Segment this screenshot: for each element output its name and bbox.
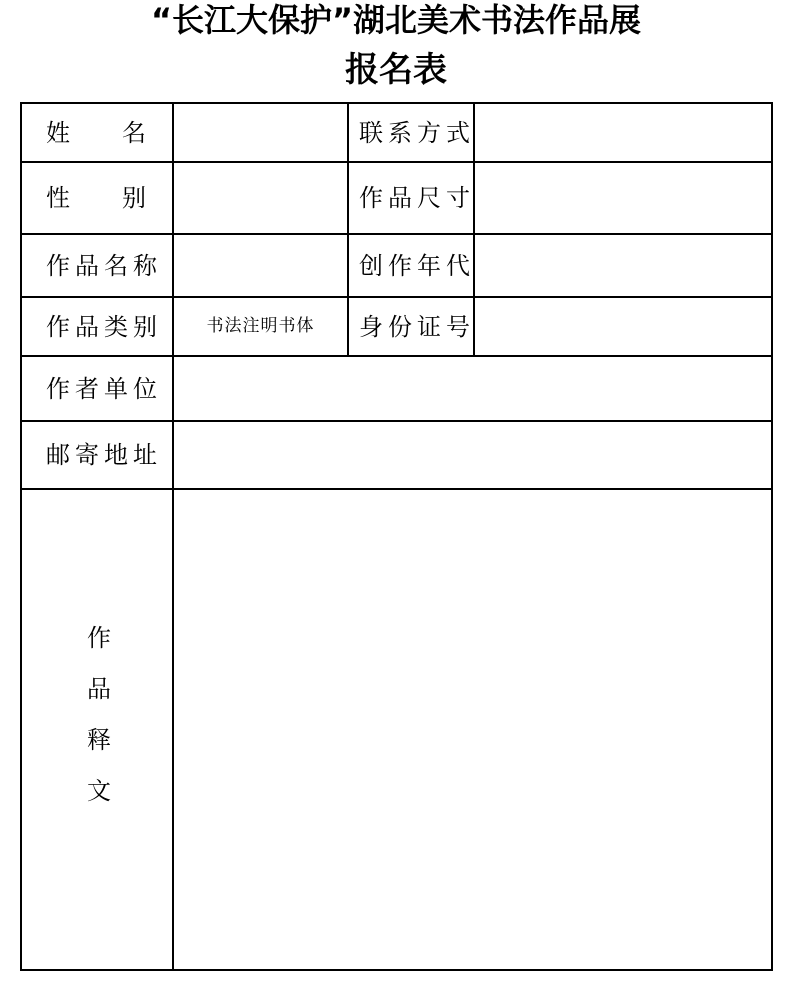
- name-label-char2: 名: [122, 118, 146, 147]
- gender-label-char2: 别: [122, 184, 146, 212]
- work-annotation-label: [84, 626, 114, 830]
- author-org-label: 作者单位: [46, 374, 162, 403]
- author-org-field[interactable]: [174, 357, 771, 420]
- work-annotation-label-cell: [22, 490, 172, 969]
- name-label-char1: 姓: [46, 118, 70, 147]
- annotation-char-1: 作: [87, 624, 111, 652]
- id-number-label: 身份证号: [359, 312, 475, 341]
- work-title-label: 作品名称: [46, 251, 162, 280]
- annotation-char-4: 文: [87, 777, 111, 805]
- work-category-label: 作品类别: [46, 312, 162, 341]
- work-title-field[interactable]: [174, 235, 347, 296]
- form-title-line1: “长江大保护”湖北美术书法作品展: [150, 1, 642, 39]
- id-number-field[interactable]: [475, 298, 771, 355]
- work-annotation-field[interactable]: [174, 490, 771, 969]
- gender-field[interactable]: [174, 163, 347, 233]
- contact-label: 联系方式: [359, 118, 475, 147]
- annotation-char-2: 品: [87, 675, 111, 703]
- name-field[interactable]: [174, 104, 347, 161]
- contact-field[interactable]: [475, 104, 771, 161]
- gender-label-char1: 性: [46, 184, 70, 212]
- creation-year-field[interactable]: [475, 235, 771, 296]
- mailing-address-field[interactable]: [174, 422, 771, 488]
- form-title-line2: 报名表: [345, 50, 447, 90]
- work-category-note[interactable]: 书法注明书体: [206, 316, 315, 336]
- name-label: [46, 104, 146, 161]
- mailing-address-label: 邮寄地址: [46, 441, 162, 469]
- creation-year-label: 创作年代: [359, 251, 475, 280]
- annotation-char-3: 释: [87, 726, 111, 754]
- column-divider: [347, 104, 349, 355]
- work-size-label: 作品尺寸: [359, 184, 475, 212]
- work-size-field[interactable]: [475, 163, 771, 233]
- gender-label: [46, 163, 146, 233]
- registration-form-table: [20, 102, 773, 971]
